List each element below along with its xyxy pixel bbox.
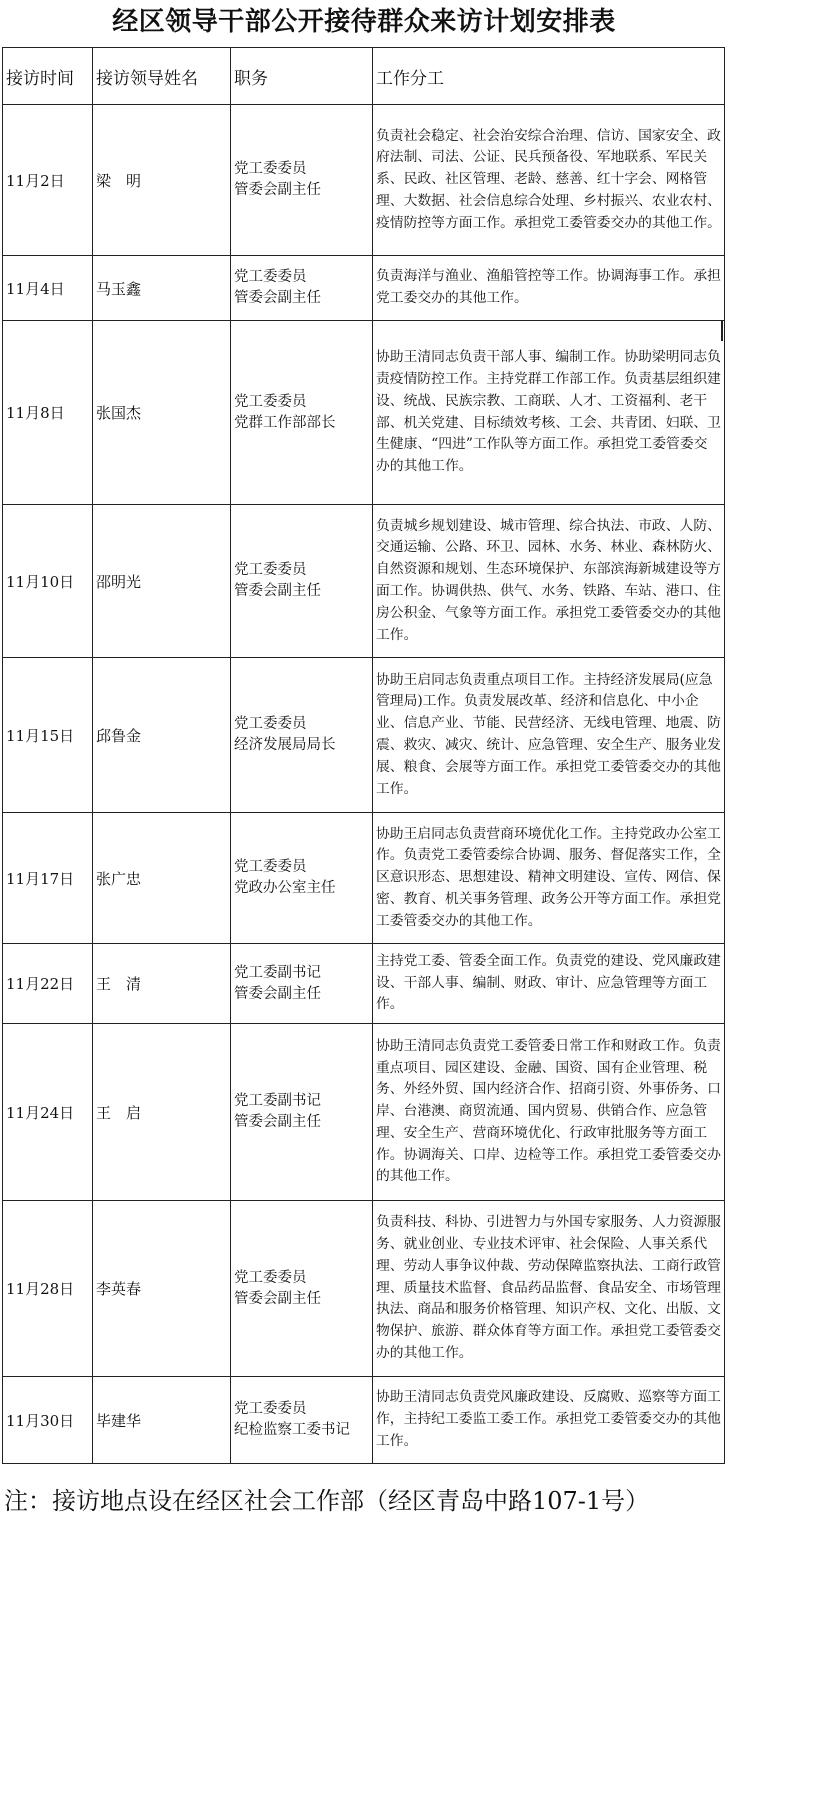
leader-position: 党工委委员 管委会副主任 [231,505,373,658]
leader-name: 毕建华 [93,1377,231,1464]
leader-name: 马玉鑫 [93,256,231,321]
leader-position: 党工委委员 党政办公室主任 [231,813,373,944]
table-row [3,1201,725,1377]
visit-date: 11月17日 [3,813,93,944]
work-duties: 协助王清同志负责党工委管委日常工作和财政工作。负责重点项目、园区建设、金融、国资、国有企业管理、税务、外经外贸、国内经济合作、招商引资、外事侨务、口岸、台港澳、商贸流通、国内贸易、供销合作、应急管理、安全生产、营商环境优化、行政审批服务等方面工作。协调海关、口岸、边检等工作。承担党工委管委交办的其他工作。 [373,1024,725,1201]
leader-position: 党工委副书记 管委会副主任 [231,944,373,1024]
leader-position: 党工委委员 纪检监察工委书记 [231,1377,373,1464]
visit-date: 11月8日 [3,321,93,505]
leader-name: 梁 明 [93,105,231,256]
work-duties: 负责社会稳定、社会治安综合治理、信访、国家安全、政府法制、司法、公证、民兵预备役、军地联系、军民关系、民政、社区管理、老龄、慈善、红十字会、网格管理、大数据、社会信息综合处理、乡村振兴、农业农村、疫情防控等方面工作。承担党工委管委交办的其他工作。 [373,105,725,256]
work-duties: 协助王启同志负责营商环境优化工作。主持党政办公室工作。负责党工委管委综合协调、服务、督促落实工作，全区意识形态、思想建设、精神文明建设、宣传、网信、保密、教育、机关事务管理、政务公开等方面工作。承担党工委管委交办的其他工作。 [373,813,725,944]
visit-date: 11月15日 [3,658,93,813]
work-duties: 负责科技、科协、引进智力与外国专家服务、人力资源服务、就业创业、专业技术评审、社会保险、人事关系代理、劳动人事争议仲裁、劳动保障监察执法、工商行政管理、质量技术监督、食品药品监督、食品安全、市场管理执法、商品和服务价格管理、知识产权、文化、出版、文物保护、旅游、群众体育等方面工作。承担党工委管委交办的其他工作。 [373,1201,725,1377]
work-duties: 主持党工委、管委全面工作。负责党的建设、党风廉政建设、干部人事、编制、财政、审计、应急管理等方面工作。 [373,944,725,1024]
leader-name: 邵明光 [93,505,231,658]
column-header-time: 接访时间 [3,48,93,105]
table-row [3,321,725,505]
leader-position: 党工委委员 管委会副主任 [231,256,373,321]
table-header-row [3,48,725,105]
column-header-position: 职务 [231,48,373,105]
text-cursor-mark [721,321,723,341]
visit-date: 11月28日 [3,1201,93,1377]
table-row [3,505,725,658]
document-title: 经区领导干部公开接待群众来访计划安排表 [112,7,616,37]
work-duties: 负责海洋与渔业、渔船管控等工作。协调海事工作。承担党工委交办的其他工作。 [373,256,725,321]
leader-name: 张广忠 [93,813,231,944]
leader-position: 党工委委员 党群工作部部长 [231,321,373,505]
table-row [3,1377,725,1464]
leader-position: 党工委副书记 管委会副主任 [231,1024,373,1201]
table-row [3,658,725,813]
leader-name: 王 启 [93,1024,231,1201]
table-row [3,256,725,321]
schedule-table [2,47,725,1464]
visit-date: 11月24日 [3,1024,93,1201]
table-row [3,944,725,1024]
visit-date: 11月22日 [3,944,93,1024]
footnote: 注：接访地点设在经区社会工作部（经区青岛中路107-1号） [4,1487,650,1515]
leader-name: 邱鲁金 [93,658,231,813]
table-row [3,813,725,944]
leader-name: 李英春 [93,1201,231,1377]
leader-name: 王 清 [93,944,231,1024]
leader-position: 党工委委员 经济发展局局长 [231,658,373,813]
column-header-leader-name: 接访领导姓名 [93,48,231,105]
leader-name: 张国杰 [93,321,231,505]
work-duties: 协助王清同志负责党风廉政建设、反腐败、巡察等方面工作，主持纪工委监工委工作。承担党工委管委交办的其他工作。 [373,1377,725,1464]
work-duties: 协助王清同志负责干部人事、编制工作。协助梁明同志负责疫情防控工作。主持党群工作部工作。负责基层组织建设、统战、民族宗教、工商联、人才、工资福利、老干部、机关党建、目标绩效考核、工会、共青团、妇联、卫生健康、“四进”工作队等方面工作。承担党工委管委交办的其他工作。 [373,321,725,505]
work-duties: 协助王启同志负责重点项目工作。主持经济发展局(应急管理局)工作。负责发展改革、经济和信息化、中小企业、信息产业、节能、民营经济、无线电管理、地震、防震、救灾、减灾、统计、应急管理、安全生产、服务业发展、粮食、会展等方面工作。承担党工委管委交办的其他工作。 [373,658,725,813]
column-header-duties: 工作分工 [373,48,725,105]
visit-date: 11月2日 [3,105,93,256]
leader-position: 党工委委员 管委会副主任 [231,1201,373,1377]
visit-date: 11月10日 [3,505,93,658]
visit-date: 11月30日 [3,1377,93,1464]
work-duties: 负责城乡规划建设、城市管理、综合执法、市政、人防、交通运输、公路、环卫、园林、水务、林业、森林防火、自然资源和规划、生态环境保护、东部滨海新城建设等方面工作。协调供热、供气、水务、铁路、车站、港口、住房公积金、气象等方面工作。承担党工委管委交办的其他工作。 [373,505,725,658]
table-row [3,105,725,256]
leader-position: 党工委委员 管委会副主任 [231,105,373,256]
table-row [3,1024,725,1201]
visit-date: 11月4日 [3,256,93,321]
